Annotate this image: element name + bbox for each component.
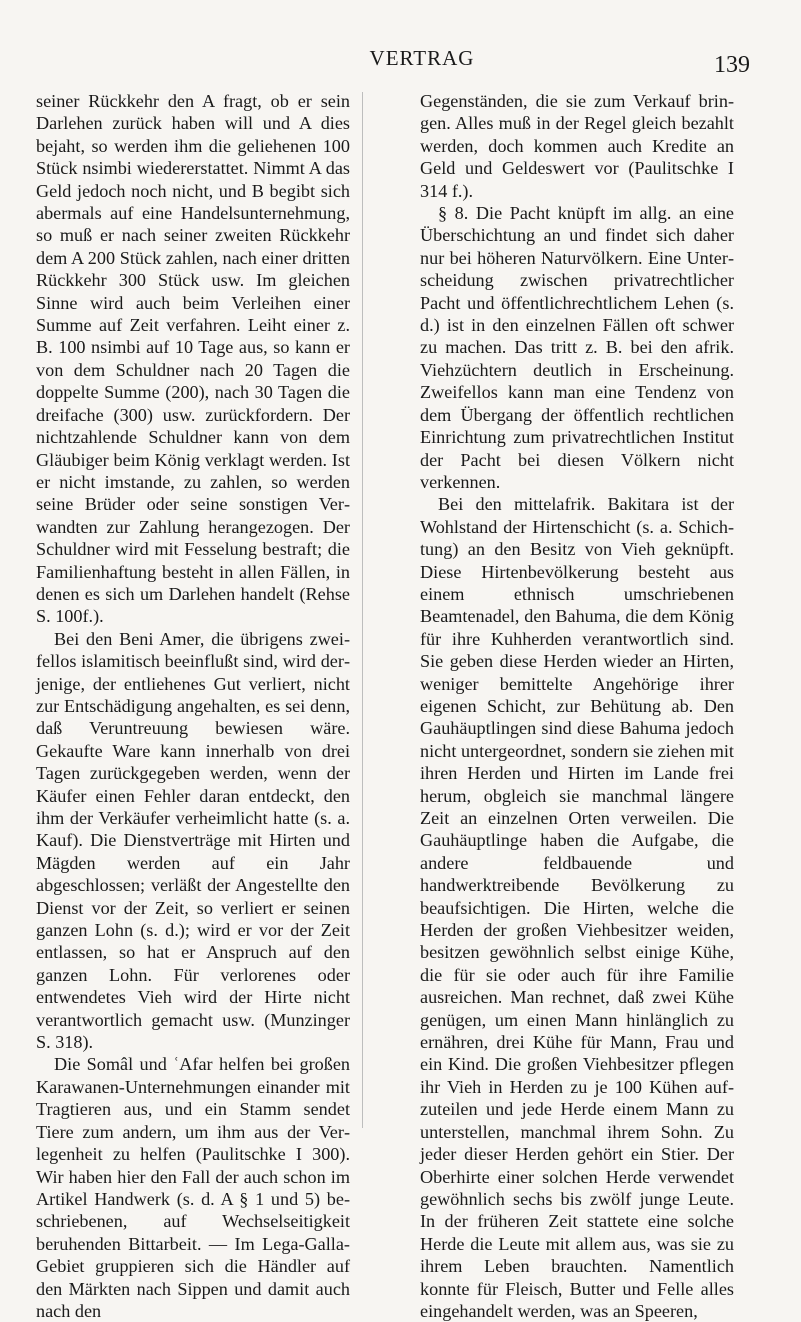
- page-header: [94, 46, 750, 86]
- paragraph: seiner Rückkehr den A fragt, ob er sein Darlehen zurück haben will und A dies bejaht, so werden ihm die geliehenen 100 Stück nsimbi wiedererstattet. Nimmt A das Geld jedoch noch nicht, und B begibt sich abermals auf eine Handelsunternehmung, so muß er nach seiner zweiten Rückkehr dem A 200 Stück zahlen, nach einer dritten Rückkehr 300 Stück usw. Im gleichen Sinne wird auch beim Verleihen einer Summe auf Zeit verfahren. Leiht einer z. B. 100 nsimbi auf 10 Tage aus, so kann er von dem Schuldner nach 20 Tagen die doppelte Summe (200), nach 30 Tagen die dreifache (300) usw. zurückfordern. Der nichtzahlende Schuldner kann von dem Gläubiger beim König verklagt werden. Ist er nicht imstande, zu zahlen, so werden seine Brüder oder seine sonstigen Verwandten zur Zahlung herangezogen. Der Schuldner wird mit Fesselung bestraft; die Familienhaftung besteht in allen Fällen, in denen es sich um Darlehen handelt (Rehse S. 100f.).: [36, 91, 350, 627]
- paragraph: Die Somâl und ʿAfar helfen bei großen Karawanen-Unternehmungen einander mit Tragtieren aus, und ein Stamm sendet Tiere zum andern, um ihm aus der Verlegenheit zu helfen (Paulitschke I 300). Wir haben hier den Fall der auch schon im Artikel Handwerk (s. d. A § 1 und 5) beschriebenen, auf Wechselseitigkeit beruhenden Bittarbeit. — Im Lega-Galla-Gebiet gruppieren sich die Händler auf den Märkten nach Sippen und damit auch nach den: [36, 1054, 350, 1321]
- page-number: 139: [714, 52, 750, 78]
- left-column: [36, 90, 350, 1322]
- paragraph: § 8. Die Pacht knüpft im allg. an eine Überschichtung an und findet sich daher nur bei höheren Naturvölkern. Eine Unterscheidung zwischen privatrechtlicher Pacht und öffentlichrechtlichem Lehen (s. d.) ist in den einzelnen Fällen oft schwer zu machen. Das tritt z. B. bei den afrik. Viehzüchtern deutlich in Erscheinung. Zweifellos kann man eine Tendenz von dem Übergang der öffentlich rechtlichen Einrichtung zum privatrechtlichen Institut der Pacht bei diesen Völkern nicht verkennen.: [420, 203, 734, 492]
- paragraph: Gegenständen, die sie zum Verkauf bringen. Alles muß in der Regel gleich bezahlt werden, doch kommen auch Kredite an Geld und Geldeswert vor (Paulitschke I 314 f.).: [420, 91, 734, 201]
- paragraph: Bei den Beni Amer, die übrigens zweifellos islamitisch beeinflußt sind, wird derjenige, der entliehenes Gut verliert, nicht zur Entschädigung angehalten, es sei denn, daß Veruntreuung bewiesen wäre. Gekaufte Ware kann innerhalb von drei Tagen zurückgegeben werden, wenn der Käufer einen Fehler daran entdeckt, den ihm der Verkäufer verheimlicht hatte (s. a. Kauf). Die Dienstverträge mit Hirten und Mägden werden auf ein Jahr abgeschlossen; verläßt der Angestellte den Dienst vor der Zeit, so verliert er seinen ganzen Lohn (s. d.); wird er vor der Zeit entlassen, so hat er Anspruch auf den ganzen Lohn. Für verlorenes oder entwendetes Vieh wird der Hirte nicht verantwortlich gemacht usw. (Munzinger S. 318).: [36, 628, 350, 1053]
- column-divider: [362, 92, 363, 1128]
- right-column: [420, 90, 734, 1322]
- running-title: VERTRAG: [369, 46, 475, 70]
- paragraph: Bei den mittelafrik. Bakitara ist der Wohlstand der Hirtenschicht (s. a. Schichtung) an den Besitz von Vieh geknüpft. Diese Hirtenbevölkerung besteht aus einem ethnisch umschriebenen Beamtenadel, den Bahuma, die dem König für ihre Kuhherden verantwortlich sind. Sie geben diese Herden wieder an Hirten, weniger bemittelte Angehörige ihrer eigenen Schicht, zur Behütung ab. Den Gauhäuptlingen sind diese Bahuma jedoch nicht untergeordnet, sondern sie ziehen mit ihren Herden und Hirten im Lande frei herum, obgleich sie manchmal längere Zeit an einzelnen Orten verweilen. Die Gauhäuptlinge haben die Aufgabe, die andere feldbauende und handwerktreibende Bevölkerung zu beaufsichtigen. Die Hirten, welche die Herden der großen Viehbesitzer weiden, besitzen gewöhnlich selbst einige Kühe, die für sie oder auch für ihre Familie ausreichen. Man rechnet, daß zwei Kühe genügen, um einen Mann hinlänglich zu ernähren, drei Kühe für Mann, Frau und ein Kind. Die großen Viehbesitzer pflegen ihr Vieh in Herden zu je 100 Kühen aufzuteilen und jede Herde einem Mann zu unterstellen, manchmal ihrem Sohn. Zu jeder dieser Herden gehört ein Stier. Der Oberhirte einer solchen Herde verwendet gewöhnlich sechs bis zwölf junge Leute. In der früheren Zeit stattete eine solche Herde die Leute mit allem aus, was sie zu ihrem Leben brauchten. Namentlich konnte für Fleisch, Butter und Felle alles eingehandelt werden, was an Speeren,: [420, 494, 734, 1321]
